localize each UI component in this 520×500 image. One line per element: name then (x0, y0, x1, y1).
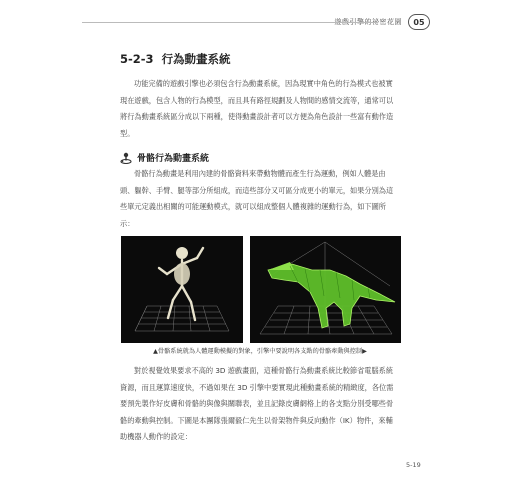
subsection-heading (120, 151, 209, 164)
chapter-title: 遊戲引擎的祕密花園 (334, 18, 402, 26)
section-title (120, 51, 231, 67)
body-paragraph (120, 166, 396, 232)
figure-skeleton-human (121, 236, 243, 343)
intro-paragraph (120, 76, 396, 142)
skeleton-human-image (121, 236, 243, 343)
chapter-number-badge: 05 (408, 14, 430, 30)
closing-paragraph-text: 對於視覺效果要求不高的 3D 遊戲畫面，這種骨骼行為動畫系統比較節省電腦系統資源，而且運算速度快，不過如果在 3D 引擎中要實現此種動畫系統的精緻度，各位需要預先製作好皮膚和骨骼的與像與關聯表，並且記錄皮膚網格上的各支點分別受哪些骨骼的牽動與控制。下圖是本團隊張爾毅仁先生以骨架物件與反向動作（IK）物件，來輔助機器人動作的設定： (120, 366, 394, 441)
wireframe-dinosaur-image (250, 236, 401, 343)
header-divider (82, 22, 378, 23)
joystick-icon (120, 152, 132, 164)
subsection-title: 骨骼行為動畫系統 (137, 154, 210, 164)
figure-wireframe-dinosaur (250, 236, 401, 343)
intro-paragraph-text: 功能完備的遊戲引擎也必須包含行為動畫系統，因為現實中角色的行為模式也被實現在遊戲，包含人物的行為模型，而且具有路徑規劃及人物間的感情交流等，通常可以將行為動畫系統區分成以下兩種，使得動畫設計者可以方便為角色設計一些富有動作造型。 (120, 79, 394, 138)
figure-caption: ▲骨骼系統就為人體運動模擬的對象，引擎中要說明各支點的骨骼牽動與控制▶ (153, 348, 367, 355)
section-number: 5-2-3 (120, 52, 154, 66)
page-number: 5-19 (406, 461, 421, 469)
closing-paragraph (120, 363, 396, 446)
body-paragraph-text: 骨骼行為動畫是利用內建的骨骼資料來帶動物體而產生行為運動，例如人體是由頭、軀幹、手臂、腿等部分所組成，而這些部分又可區分成更小的單元，如果分別為這些單元定義出相關的可能運動模式，就可以組成整個人體複雜的運動行為，如下圖所示： (120, 169, 394, 228)
section-title-text: 行為動畫系統 (161, 52, 231, 66)
